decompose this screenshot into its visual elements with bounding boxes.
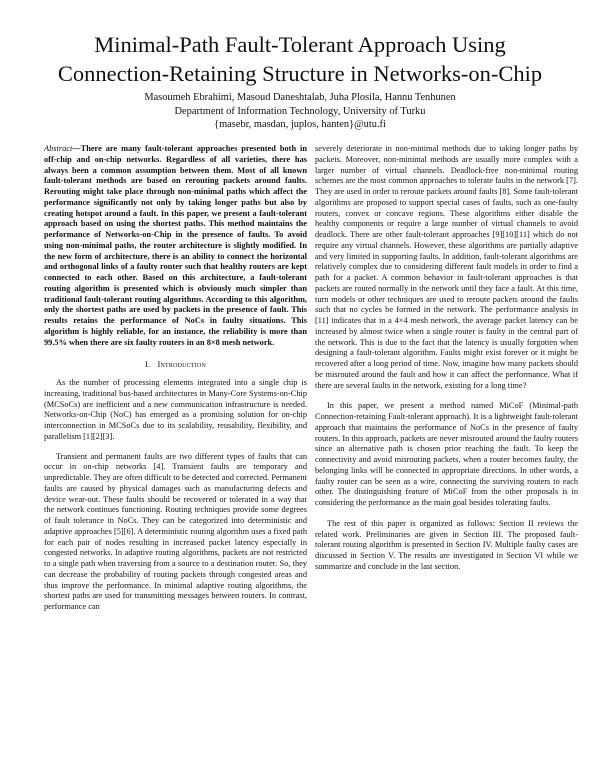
section-number: I. [144,359,151,370]
author-department: Department of Information Technology, University of Turku [174,105,426,117]
title-line-2: Connection-Retaining Structure in Networks-on-Chip [57,61,543,86]
section-heading-introduction [44,359,307,370]
section-title: Introduction [157,359,207,370]
right-paragraph-3: The rest of this paper is organized as follows: Section II reviews the related work. Preliminaries are given in Section III. The proposed fault-tolerant routing algorithm is presented in Section IV. Multiple faulty cases are discussed in Section V. The results are investigated in Section VI while we summarize and conclude in the last section. [315,518,578,571]
author-emails: {masebr, masdan, juplos, hanten}@utu.fi [214,119,386,130]
intro-paragraph-2: Transient and permanent faults are two different types of faults that can occur in on-chip networks [4]. Transient faults are temporary and unpredictable. They are often difficult to be detected and corrected. Permanent faults are caused by physical damages such as manufacturing defects and device wear-out. These faults should be recovered or tolerated in a way that the network continues functioning. Routing techniques provide some degrees of fault tolerance in NoCs. They can be categorized into deterministic and adaptive approaches [5][6]. A deterministic routing algorithm uses a fixed path for each pair of nodes resulting in increased packet latency especially in congested networks. In adaptive routing algorithms, packets are not restricted to a single path when traversing from a source to a destination router. So, they can decrease the probability of routing packets through congested areas and thus improve the performance. In minimal adaptive routing algorithms, the shortest paths are used for transmitting messages between routers. In contrast, performance can [44,451,307,611]
right-paragraph-1: severely deteriorate in non-minimal methods due to taking longer paths by packets. Moreover, non-minimal methods are usually more complex with a larger number of virtual channels. Deadlock-free non-minimal routing schemes are the most common approaches to tolerate faults in the network [7]. They are used in order to reroute packets around faults [8]. Some fault-tolerant algorithms are proposed to support special cases of faults, such as one-faulty routers, convex or concave regions. These algorithms either disable the healthy components or require a large number of virtual channels to avoid deadlock. There are other fault-tolerant approaches [9][10][11] which do not require any virtual channels. However, these algorithms are partially adaptive and very limited in supporting faults. In addition, fault-tolerant algorithms are relatively complex due to considering different fault models in order to find a path for a packet. A common behavior in fault-tolerant approaches is that packets are routed normally in the network until they face a fault. At this time, turn models or other techniques are used to reroute packets around the faults such that no cycles be formed in the network. The performance analysis in [11] indicates that in a 4×4 mesh network, the average packet latency can be increased by almost twice when a single router is faulty in the central part of the network. This is due to the fact that the latency is usually forgotten when designing a fault-tolerant algorithm. Faults might exist forever or it might be recovered after a long period of time. Now, imagine how many packets should be misrouted around the fault and how it can affect the performance. What if there are several faults in the network, existing for a long time? [315,144,578,390]
abstract-label: Abstract [44,144,73,153]
paper-title [0,30,600,88]
right-paragraph-2: In this paper, we present a method named MiCoF (Minimal-path Connection-retaining Fault-tolerant approach). It is a lightweight fault-tolerant approach that maintains the performance of NoCs in the presence of faulty routers. In this approach, packets are never misrouted around the faulty routers since an alternative path is chosen prior reaching the fault. To keep the connectivity and avoid misrouting packets, when a router becomes faulty, the belonging links will be connected in appropriate directions. In other words, a faulty router can be seen as a wire, connecting the surviving routers to each other. The distinguishing feature of MiCoF from the other proposals is in considering the performance as the main goal besides tolerating faults. [315,401,578,507]
left-column [44,144,307,613]
author-names: Masoumeh Ebrahimi, Masoud Daneshtalab, Juha Plosila, Hannu Tenhunen [144,92,456,103]
right-column [315,144,578,573]
abstract [44,144,307,348]
abstract-text: —There are many fault-tolerant approaches presented both in off-chip and on-chip networks. Regardless of all varieties, there has always been a common assumption between them. Most of all known fault-tolerant methods are based on rerouting packets around faults. Rerouting might take place through non-minimal paths which affect the performance significantly not only by taking longer paths but also by creating hotspot around a fault. In this paper, we present a fault-tolerant approach based on using the shortest paths. This method maintains the performance of Networks-on-Chip in the presence of faults. To avoid using non-minimal paths, the router architecture is slightly modified. In the new form of architecture, there is an ability to connect the horizontal and orthogonal links of a faulty router such that healthy routers are kept connected to each other. Based on this architecture, a fault-tolerant routing algorithm is presented which is obviously much simpler than traditional fault-tolerant routing algorithms. According to this algorithm, only the shortest paths are used by packets in the presence of fault. This results retains the performance of NoCs in faulty situations. This algorithm is highly reliable, for an instance, the reliability is more than 99.5% when there are six faulty routers in an 8×8 mesh network. [44,144,307,347]
author-block [0,91,600,132]
intro-paragraph-1: As the number of processing elements integrated into a single chip is increasing, traditional bus-based architectures in Many-Core Systems-on-Chip (MCSoCs) are inefficient and a new communication infrastructure is needed. Networks-on-Chip (NoC) has emerged as a promising solution for on-chip interconnection in MCSoCs due to its scalability, reusability, flexibility, and parallelism [1][2][3]. [44,378,307,441]
title-line-1: Minimal-Path Fault-Tolerant Approach Using [94,32,506,57]
